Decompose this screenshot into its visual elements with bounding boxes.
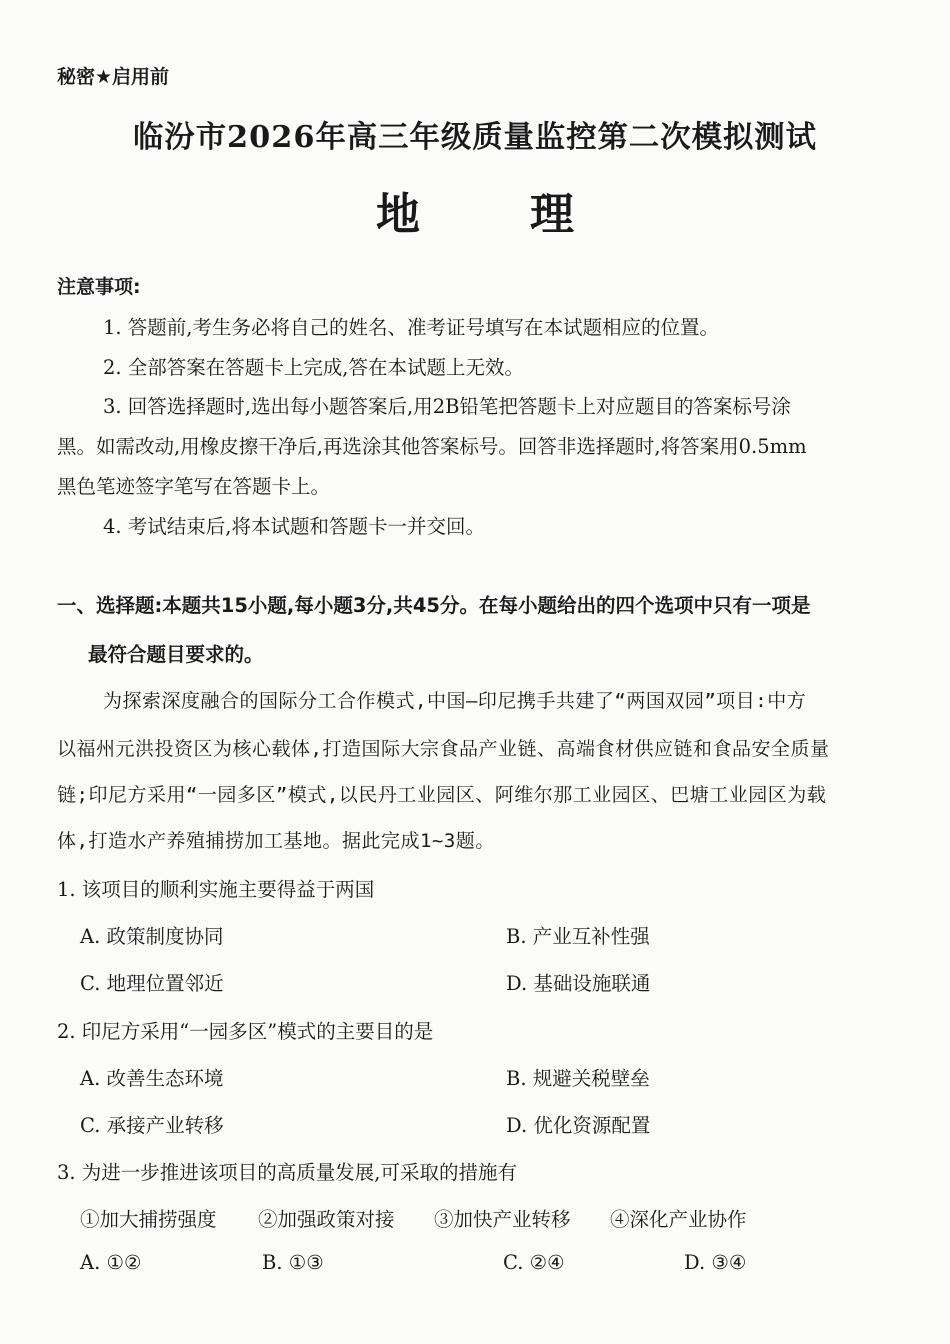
section-heading: 一、选择题:本题共15小题,每小题3分,共45分。在每小题给出的四个选项中只有一项是 — [57, 594, 811, 617]
note-item: 3. 回答选择题时,选出每小题答案后,用2B铅笔把答题卡上对应题目的答案标号涂 — [103, 395, 791, 418]
note-item: 黑色笔迹签字笔写在答题卡上。 — [57, 475, 331, 498]
question-1-option-c: C. 地理位置邻近 — [80, 972, 224, 995]
question-3-statement-2: ②加强政策对接 — [258, 1208, 395, 1231]
section-heading-cont: 最符合题目要求的。 — [88, 643, 264, 666]
passage-line: 链;印尼方采用“一园多区”模式,以民丹工业园区、阿维尔那工业园区、巴塘工业园区为载 — [57, 784, 827, 806]
note-item: 4. 考试结束后,将本试题和答题卡一并交回。 — [103, 515, 486, 538]
question-3-statement-3: ③加快产业转移 — [434, 1208, 571, 1231]
passage-line: 以福州元洪投资区为核心载体,打造国际大宗食品产业链、高端食材供应链和食品安全质量 — [57, 738, 830, 760]
question-3-option-d: D. ③④ — [684, 1251, 747, 1274]
question-3-statement-1: ①加大捕捞强度 — [80, 1208, 217, 1231]
subject-title — [0, 178, 950, 242]
question-2-option-a: A. 改善生态环境 — [80, 1067, 224, 1090]
note-item: 1. 答题前,考生务必将自己的姓名、准考证号填写在本试题相应的位置。 — [103, 316, 720, 339]
secret-mark: 秘密★启用前 — [57, 66, 170, 88]
exam-title: 临汾市2026年高三年级质量监控第二次模拟测试 — [133, 120, 817, 155]
subject-char-2: 理 — [530, 189, 574, 240]
question-3-option-c: C. ②④ — [503, 1251, 565, 1274]
note-item: 2. 全部答案在答题卡上完成,答在本试题上无效。 — [103, 356, 525, 379]
question-1-option-a: A. 政策制度协同 — [80, 925, 224, 948]
question-3-option-a: A. ①② — [80, 1251, 142, 1274]
subject-char-1: 地 — [376, 189, 420, 240]
question-3-stem: 3. 为进一步推进该项目的高质量发展,可采取的措施有 — [57, 1161, 518, 1184]
question-1-stem: 1. 该项目的顺利实施主要得益于两国 — [57, 878, 375, 901]
question-2-option-d: D. 优化资源配置 — [506, 1114, 651, 1137]
note-item: 黑。如需改动,用橡皮擦干净后,再选涂其他答案标号。回答非选择题时,将答案用0.5mm — [57, 435, 807, 458]
question-2-option-c: C. 承接产业转移 — [80, 1114, 224, 1137]
question-1-option-b: B. 产业互补性强 — [506, 925, 650, 948]
passage-line: 为探索深度融合的国际分工合作模式,中国—印尼携手共建了“两国双园”项目:中方 — [103, 690, 807, 712]
notes-heading: 注意事项: — [57, 276, 141, 298]
question-1-option-d: D. 基础设施联通 — [506, 972, 651, 995]
question-2-stem: 2. 印尼方采用“一园多区”模式的主要目的是 — [57, 1020, 434, 1043]
question-2-option-b: B. 规避关税壁垒 — [506, 1067, 650, 1090]
question-3-statement-4: ④深化产业协作 — [610, 1208, 747, 1231]
question-3-option-b: B. ①③ — [262, 1251, 324, 1274]
passage-line: 体,打造水产养殖捕捞加工基地。据此完成1~3题。 — [57, 830, 495, 852]
